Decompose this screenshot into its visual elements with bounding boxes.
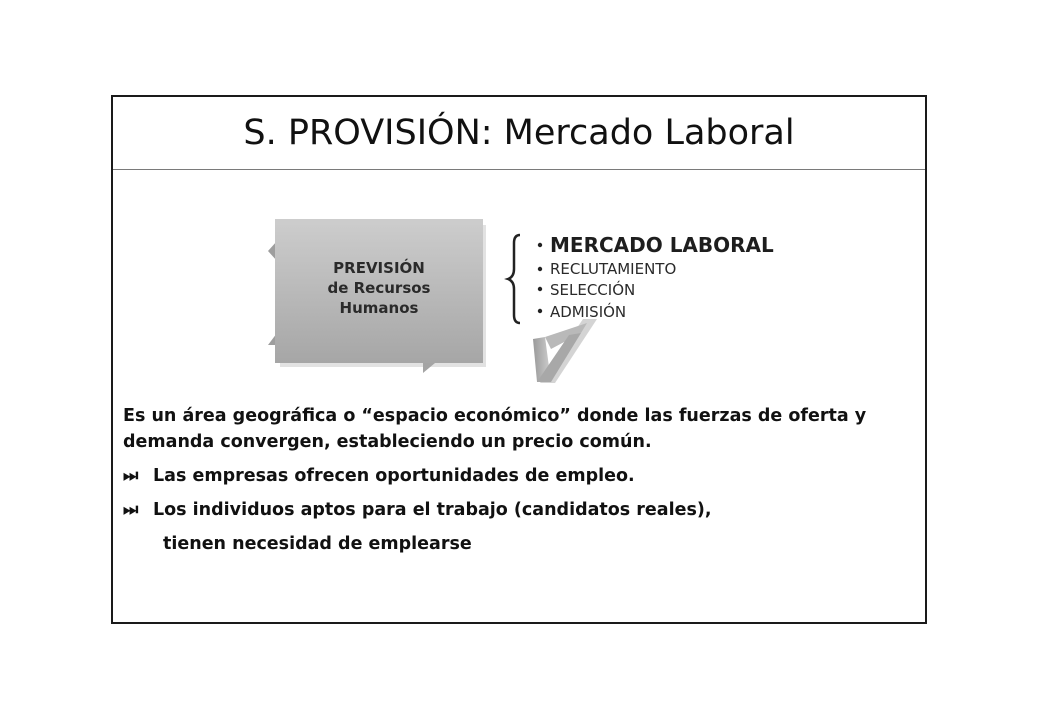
fast-forward-icon: ⏭ [123,466,139,486]
bullet-continuation: tienen necesidad de emplearse [163,534,472,554]
list-item-seleccion: SELECCIÓN [550,281,636,299]
slide-title: S. PROVISIÓN: Mercado Laboral [243,113,795,153]
list-item-reclutamiento: RECLUTAMIENTO [550,260,677,278]
list-bullet-2 [538,287,542,291]
diagram-svg [113,169,925,389]
bullet-text-2: Los individuos aptos para el trabajo (candidatos reales), [153,500,712,520]
title-bar [113,97,925,170]
slide-body [123,403,923,557]
slide-frame [111,95,927,624]
definition-paragraph: Es un área geográfica o “espacio económico” donde las fuerzas de oferta y demanda convergen, estableciendo un precio común. [123,406,867,452]
list-bullet-0 [538,243,542,247]
box-line-1: PREVISIÓN [333,259,425,277]
bullet-item-2 [123,497,923,523]
curly-brace [508,235,520,323]
fast-forward-icon: ⏭ [123,500,139,520]
list-bullet-3 [538,309,542,313]
list-item-admision: ADMISIÓN [550,303,627,321]
list-heading: MERCADO LABORAL [550,233,774,257]
box-line-2: de Recursos [327,279,431,297]
list-bullet-1 [538,267,542,271]
bullet-item-1 [123,463,923,489]
bullet-text-1: Las empresas ofrecen oportunidades de empleo. [153,466,635,486]
diagram-figure [113,169,925,389]
box-line-3: Humanos [339,299,419,317]
